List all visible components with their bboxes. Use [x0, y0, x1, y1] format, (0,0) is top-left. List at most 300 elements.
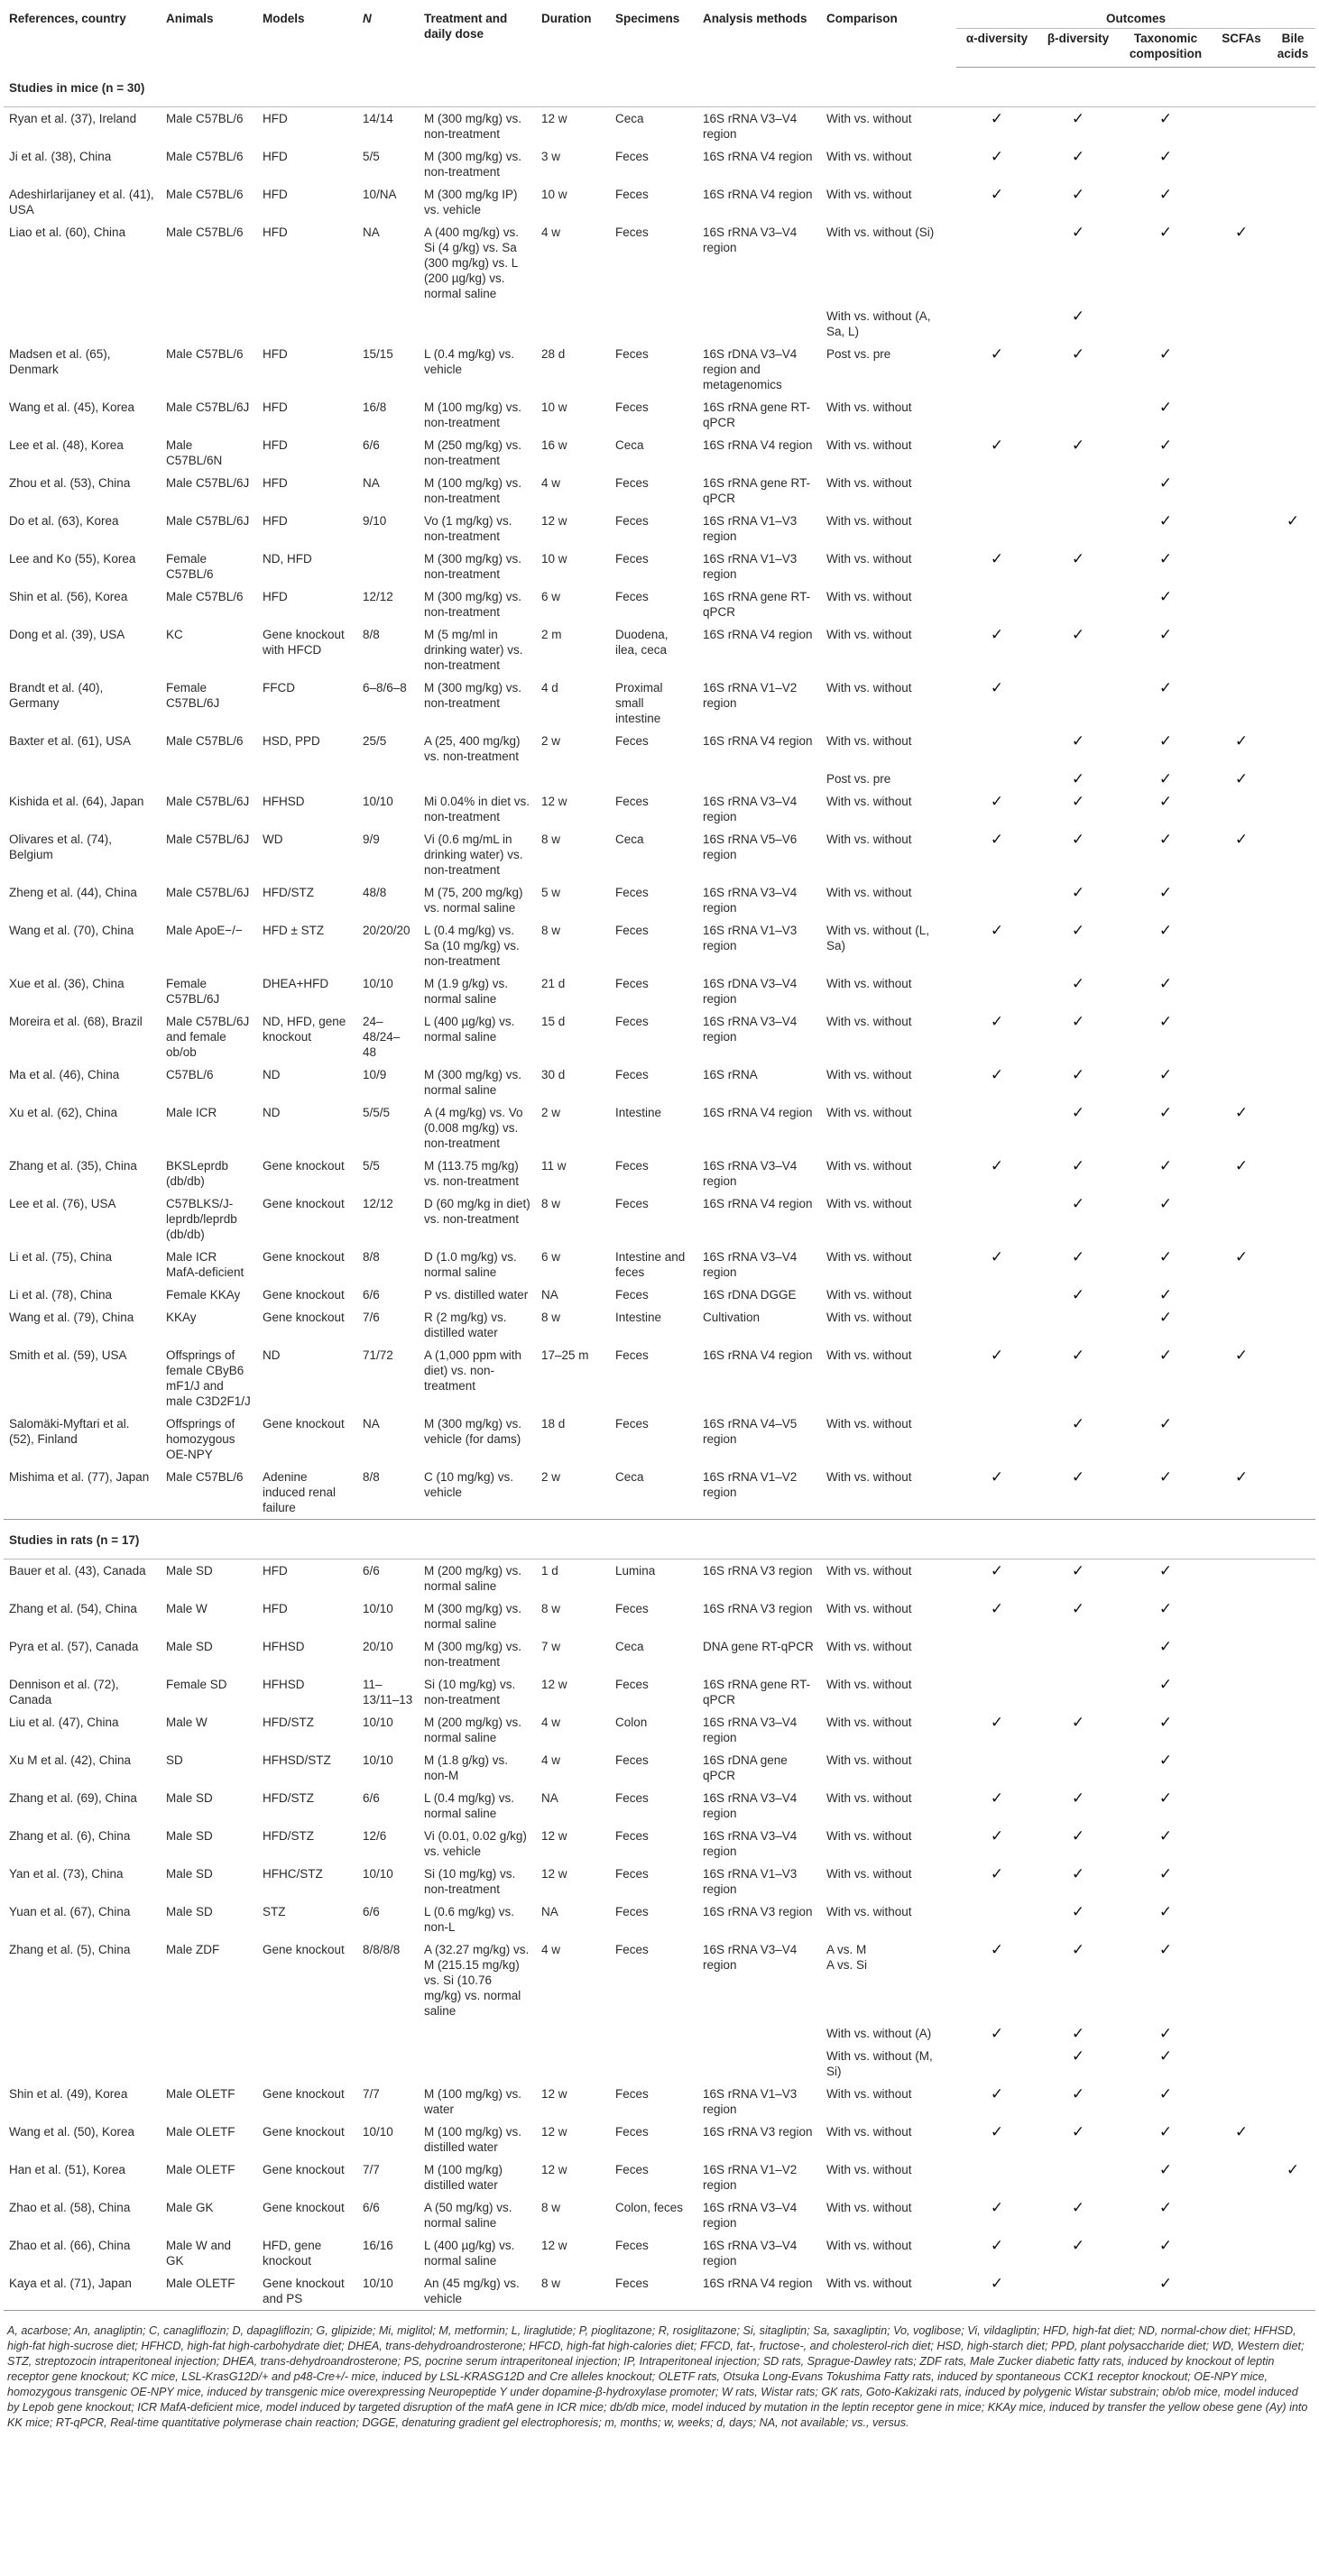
- cell-duration: 12 w: [541, 2239, 567, 2252]
- cell-specimens: Intestine: [615, 1311, 662, 1324]
- cell-duration: 12 w: [541, 1829, 567, 1843]
- cell-duration: 12 w: [541, 2125, 567, 2139]
- check-bile-acids: [1270, 1900, 1315, 1938]
- cell-reference: Li et al. (75), China: [9, 1250, 113, 1264]
- cell-models: Gene knockout: [263, 2087, 345, 2101]
- table-row: [4, 1412, 1315, 1466]
- check-beta-diversity: ✓: [1071, 793, 1085, 810]
- check-beta-diversity: ✓: [1071, 626, 1085, 643]
- check-alpha-diversity: ✓: [990, 679, 1004, 696]
- cell-models: DHEA+HFD: [263, 977, 329, 990]
- check-bile-acids: ✓: [1286, 512, 1300, 529]
- check-bile-acids: [1270, 1344, 1315, 1412]
- cell-specimens: [610, 2022, 697, 2045]
- cell-animals: Male C57BL/6J: [166, 833, 250, 846]
- cell-duration: 8 w: [541, 1602, 561, 1615]
- cell-n: 7/7: [363, 2087, 380, 2101]
- table-row: [4, 1101, 1315, 1155]
- check-bile-acids: [1270, 1466, 1315, 1520]
- cell-animals: Male OLETF: [166, 2163, 235, 2176]
- cell-analysis: 16S rRNA V1–V2 region: [703, 681, 798, 710]
- cell-animals: Female C57BL/6J: [166, 681, 220, 710]
- cell-models: HFD/STZ: [263, 886, 314, 899]
- cell-analysis: 16S rRNA V4 region: [703, 734, 813, 748]
- cell-treatment: M (113.75 mg/kg) vs. non-treatment: [424, 1159, 520, 1188]
- cell-comparison: With vs. without (Si): [826, 225, 935, 239]
- cell-n: 9/10: [363, 514, 387, 528]
- cell-comparison: With vs. without: [826, 977, 912, 990]
- cell-treatment: M (1.8 g/kg) vs. non-M: [424, 1753, 509, 1782]
- check-beta-diversity: ✓: [1071, 922, 1085, 939]
- cell-n: 8/8: [363, 1470, 380, 1484]
- cell-animals: Male OLETF: [166, 2125, 235, 2139]
- check-alpha-diversity: ✓: [990, 1562, 1004, 1579]
- check-bile-acids: [1270, 828, 1315, 881]
- cell-analysis: 16S rRNA: [703, 1068, 758, 1081]
- cell-specimens: Feces: [615, 886, 649, 899]
- cell-n: 5/5: [363, 150, 380, 163]
- check-alpha-diversity: ✓: [990, 2025, 1004, 2042]
- check-alpha-diversity: [956, 472, 1038, 510]
- cell-treatment: M (100 mg/kg) distilled water: [424, 2163, 503, 2192]
- cell-models: FFCD: [263, 681, 295, 695]
- cell-treatment: D (1.0 mg/kg) vs. normal saline: [424, 1250, 517, 1279]
- check-taxonomic-composition: ✓: [1158, 2047, 1173, 2065]
- cell-models: HFHC/STZ: [263, 1867, 323, 1881]
- check-beta-diversity: ✓: [1071, 148, 1085, 165]
- table-row: [4, 2234, 1315, 2272]
- table-row: [4, 1155, 1315, 1192]
- cell-duration: 12 w: [541, 2163, 567, 2176]
- table-row: [4, 1635, 1315, 1673]
- cell-specimens: Colon, feces: [615, 2201, 684, 2214]
- table-row: [4, 343, 1315, 396]
- cell-comparison: With vs. without: [826, 590, 912, 603]
- col-animals: Animals: [166, 12, 214, 25]
- cell-n: 20/10: [363, 1640, 393, 1653]
- cell-animals: Male C57BL/6: [166, 590, 244, 603]
- cell-analysis: 16S rRNA V5–V6 region: [703, 833, 798, 861]
- check-alpha-diversity: [956, 1749, 1038, 1787]
- cell-animals: C57BLKS/J-leprdb/leprdb (db/db): [166, 1197, 237, 1241]
- check-beta-diversity: ✓: [1071, 2085, 1085, 2102]
- check-scfas: [1213, 676, 1270, 730]
- cell-comparison: With vs. without: [826, 833, 912, 846]
- cell-treatment: [419, 305, 536, 343]
- cell-treatment: M (300 mg/kg) vs. non-treatment: [424, 150, 522, 179]
- cell-n: 10/9: [363, 1068, 387, 1081]
- cell-duration: 12 w: [541, 1678, 567, 1691]
- check-bile-acids: [1270, 790, 1315, 828]
- cell-models: HSD, PPD: [263, 734, 320, 748]
- cell-n: [357, 305, 419, 343]
- cell-specimens: Feces: [615, 1417, 649, 1431]
- check-scfas: [1213, 1010, 1270, 1063]
- cell-comparison: With vs. without: [826, 1250, 912, 1264]
- table-row: [4, 1787, 1315, 1825]
- cell-animals: Male SD: [166, 1564, 213, 1578]
- check-scfas: ✓: [1234, 224, 1249, 241]
- check-beta-diversity: ✓: [1071, 1468, 1085, 1486]
- cell-reference: Baxter et al. (61), USA: [9, 734, 132, 748]
- table-row: [4, 1900, 1315, 1938]
- cell-reference: Zhao et al. (58), China: [9, 2201, 131, 2214]
- cell-n: 6–8/6–8: [363, 681, 407, 695]
- cell-specimens: [610, 768, 697, 790]
- cell-specimens: [610, 305, 697, 343]
- cell-n: 20/20/20: [363, 924, 410, 937]
- col-taxonomic-composition: Taxonomic composition: [1119, 29, 1213, 68]
- cell-reference: Wang et al. (45), Korea: [9, 400, 135, 414]
- check-alpha-diversity: ✓: [990, 922, 1004, 939]
- cell-specimens: Feces: [615, 1288, 649, 1302]
- cell-animals: Male SD: [166, 1640, 213, 1653]
- check-beta-diversity: ✓: [1071, 345, 1085, 363]
- cell-duration: [536, 768, 610, 790]
- cell-treatment: L (0.6 mg/kg) vs. non-L: [424, 1905, 515, 1934]
- check-taxonomic-composition: ✓: [1158, 1066, 1173, 1083]
- cell-animals: Male OLETF: [161, 2272, 257, 2311]
- check-taxonomic-composition: ✓: [1158, 1789, 1173, 1807]
- cell-analysis: 16S rRNA V3–V4 region: [703, 2201, 798, 2230]
- check-alpha-diversity: ✓: [990, 2237, 1004, 2254]
- cell-comparison: A vs. M A vs. Si: [826, 1943, 868, 1972]
- check-alpha-diversity: [956, 972, 1038, 1010]
- cell-analysis: 16S rRNA gene RT-qPCR: [703, 400, 811, 429]
- cell-comparison: With vs. without: [826, 476, 912, 490]
- check-beta-diversity: ✓: [1071, 1286, 1085, 1303]
- cell-analysis: 16S rRNA V3–V4 region: [703, 1943, 798, 1972]
- check-bile-acids: [1270, 472, 1315, 510]
- cell-animals: Male ApoE−/−: [166, 924, 243, 937]
- cell-n: 8/8/8/8: [363, 1943, 401, 1956]
- check-alpha-diversity: [956, 2045, 1038, 2083]
- cell-treatment: A (25, 400 mg/kg) vs. non-treatment: [424, 734, 521, 763]
- check-scfas: ✓: [1234, 1468, 1249, 1486]
- cell-treatment: [419, 2045, 536, 2083]
- cell-reference: Kaya et al. (71), Japan: [4, 2272, 161, 2311]
- cell-n: 10/NA: [363, 188, 397, 201]
- cell-treatment: Si (10 mg/kg) vs. non-treatment: [424, 1867, 516, 1896]
- check-beta-diversity: ✓: [1071, 1600, 1085, 1617]
- cell-animals: Male C57BL/6N: [166, 438, 223, 467]
- check-scfas: ✓: [1234, 1248, 1249, 1265]
- cell-duration: 4 d: [541, 681, 558, 695]
- cell-treatment: L (0.4 mg/kg) vs. vehicle: [424, 347, 515, 376]
- check-scfas: [1213, 343, 1270, 396]
- check-taxonomic-composition: ✓: [1158, 884, 1173, 901]
- cell-analysis: 16S rRNA V1–V2 region: [703, 2163, 798, 2192]
- check-beta-diversity: ✓: [1071, 770, 1085, 787]
- cell-analysis: 16S rRNA V3–V4 region: [703, 886, 798, 915]
- check-taxonomic-composition: ✓: [1158, 1638, 1173, 1655]
- cell-treatment: P vs. distilled water: [424, 1288, 529, 1302]
- cell-models: WD: [263, 833, 283, 846]
- check-scfas: [1213, 1938, 1270, 2022]
- cell-comparison: With vs. without: [826, 1106, 912, 1119]
- studies-table: [4, 9, 1315, 2311]
- table-row: [4, 145, 1315, 183]
- cell-animals: Male SD: [166, 1867, 213, 1881]
- check-beta-diversity: ✓: [1071, 1415, 1085, 1432]
- cell-comparison: With vs. without: [826, 1716, 912, 1729]
- check-bile-acids: [1270, 2083, 1315, 2121]
- cell-comparison: With vs. without: [826, 150, 912, 163]
- check-scfas: [1213, 1283, 1270, 1306]
- cell-analysis: 16S rRNA V3–V4 region: [703, 112, 798, 141]
- check-beta-diversity: ✓: [1071, 2123, 1085, 2140]
- check-alpha-diversity: ✓: [990, 2085, 1004, 2102]
- cell-comparison: With vs. without: [826, 514, 912, 528]
- check-beta-diversity: [1038, 1749, 1119, 1787]
- cell-specimens: Feces: [615, 1867, 649, 1881]
- check-alpha-diversity: [956, 221, 1038, 305]
- cell-analysis: 16S rDNA gene qPCR: [703, 1753, 788, 1782]
- col-models: Models: [263, 12, 305, 25]
- check-beta-diversity: ✓: [1071, 1941, 1085, 1958]
- cell-duration: 11 w: [541, 1159, 567, 1173]
- table-row: [4, 1938, 1315, 2022]
- cell-comparison: With vs. without: [826, 628, 912, 641]
- cell-comparison: With vs. without: [826, 1905, 912, 1918]
- table-row: [4, 2022, 1315, 2045]
- check-bile-acids: [1270, 1010, 1315, 1063]
- col-n: N: [363, 12, 372, 25]
- check-taxonomic-composition: ✓: [1158, 1415, 1173, 1432]
- check-alpha-diversity: [956, 1673, 1038, 1711]
- cell-reference: Olivares et al. (74), Belgium: [9, 833, 113, 861]
- table-row: [4, 730, 1315, 768]
- check-bile-acids: [1270, 2022, 1315, 2045]
- check-scfas: [1213, 1597, 1270, 1635]
- cell-reference: Liao et al. (60), China: [9, 225, 126, 239]
- cell-comparison: With vs. without: [826, 1640, 912, 1653]
- table-row: [4, 1673, 1315, 1711]
- cell-comparison: With vs. without: [826, 552, 912, 566]
- cell-n: 5/5: [363, 1159, 380, 1173]
- check-scfas: [1213, 183, 1270, 221]
- cell-animals: Male SD: [166, 1791, 213, 1805]
- check-beta-diversity: ✓: [1071, 1903, 1085, 1920]
- cell-animals: Male C57BL/6J: [166, 400, 250, 414]
- cell-reference: Madsen et al. (65), Denmark: [9, 347, 111, 376]
- check-alpha-diversity: [956, 585, 1038, 623]
- check-scfas: [1213, 2083, 1270, 2121]
- check-scfas: [1213, 1412, 1270, 1466]
- cell-analysis: 16S rRNA gene RT-qPCR: [703, 590, 811, 619]
- cell-analysis: 16S rDNA DGGE: [703, 1288, 797, 1302]
- col-beta-diversity: β-diversity: [1038, 29, 1119, 68]
- cell-models: HFD: [263, 400, 288, 414]
- check-taxonomic-composition: ✓: [1158, 2237, 1173, 2254]
- col-analysis: Analysis methods: [703, 12, 807, 25]
- cell-animals: Male C57BL/6J and female ob/ob: [166, 1015, 250, 1059]
- cell-specimens: Intestine: [615, 1106, 662, 1119]
- table-row: [4, 472, 1315, 510]
- check-beta-diversity: ✓: [1071, 1347, 1085, 1364]
- check-bile-acids: [1270, 107, 1315, 146]
- cell-models: Gene knockout: [263, 1250, 345, 1264]
- cell-treatment: M (300 mg/kg) vs. non-treatment: [424, 112, 522, 141]
- cell-comparison: With vs. without: [826, 2125, 912, 2139]
- cell-models: HFD: [263, 590, 288, 603]
- cell-models: HFD, gene knockout: [263, 2239, 322, 2268]
- check-taxonomic-composition: ✓: [1158, 550, 1173, 567]
- check-bile-acids: ✓: [1286, 2161, 1300, 2178]
- cell-duration: 12 w: [541, 514, 567, 528]
- cell-reference: Zhang et al. (69), China: [9, 1791, 137, 1805]
- check-alpha-diversity: ✓: [990, 793, 1004, 810]
- cell-treatment: M (100 mg/kg) vs. non-treatment: [424, 400, 522, 429]
- cell-n: 16/16: [363, 2239, 393, 2252]
- check-taxonomic-composition: ✓: [1158, 679, 1173, 696]
- cell-treatment: Vi (0.6 mg/mL in drinking water) vs. non-treatment: [424, 833, 523, 877]
- cell-duration: 21 d: [541, 977, 566, 990]
- cell-animals: Offsprings of female CByB6 mF1/J and male C3D2F1/J: [166, 1348, 251, 1408]
- cell-comparison: With vs. without (L, Sa): [826, 924, 930, 952]
- check-bile-acids: [1270, 1863, 1315, 1900]
- cell-reference: Yan et al. (73), China: [9, 1867, 124, 1881]
- cell-analysis: 16S rRNA V3–V4 region: [703, 225, 798, 254]
- cell-duration: 4 w: [541, 1753, 561, 1767]
- cell-reference: Han et al. (51), Korea: [9, 2163, 126, 2176]
- section-header: [4, 1520, 1315, 1559]
- table-row: [4, 790, 1315, 828]
- cell-n: NA: [363, 225, 380, 239]
- cell-analysis: 16S rRNA V1–V3 region: [703, 552, 798, 581]
- cell-analysis: 16S rRNA V4 region: [703, 438, 813, 452]
- cell-n: 71/72: [363, 1348, 393, 1362]
- check-beta-diversity: [1038, 1306, 1119, 1344]
- cell-animals: Male C57BL/6: [166, 225, 244, 239]
- check-taxonomic-composition: ✓: [1158, 2085, 1173, 2102]
- check-scfas: [1213, 145, 1270, 183]
- cell-n: 14/14: [363, 112, 393, 125]
- cell-animals: KKAy: [166, 1311, 197, 1324]
- cell-animals: [161, 305, 257, 343]
- cell-n: 15/15: [363, 347, 393, 361]
- check-alpha-diversity: [956, 510, 1038, 547]
- cell-analysis: Cultivation: [703, 1311, 761, 1324]
- check-bile-acids: [1270, 343, 1315, 396]
- check-taxonomic-composition: ✓: [1158, 2025, 1173, 2042]
- check-alpha-diversity: [956, 1635, 1038, 1673]
- cell-reference: Dennison et al. (72), Canada: [9, 1678, 119, 1707]
- check-scfas: [1213, 1825, 1270, 1863]
- table-row: [4, 972, 1315, 1010]
- check-bile-acids: [1270, 1101, 1315, 1155]
- check-alpha-diversity: ✓: [990, 1865, 1004, 1882]
- cell-animals: Male OLETF: [166, 2087, 235, 2101]
- cell-n: 8/8: [363, 1250, 380, 1264]
- cell-reference: [4, 2045, 161, 2083]
- check-scfas: ✓: [1234, 770, 1249, 787]
- cell-n: 12/12: [363, 590, 393, 603]
- check-bile-acids: [1270, 881, 1315, 919]
- check-scfas: [1213, 396, 1270, 434]
- check-beta-diversity: [1038, 472, 1119, 510]
- check-alpha-diversity: ✓: [990, 186, 1004, 203]
- col-bile-acids: Bile acids: [1270, 29, 1315, 68]
- check-beta-diversity: [1038, 2272, 1119, 2311]
- cell-models: HFD: [263, 1564, 288, 1578]
- check-bile-acids: [1270, 1155, 1315, 1192]
- cell-analysis: 16S rRNA V3–V4 region: [703, 2239, 798, 2268]
- cell-analysis: 16S rRNA V3 region: [703, 1905, 813, 1918]
- check-taxonomic-composition: ✓: [1158, 975, 1173, 992]
- cell-comparison: With vs. without: [826, 188, 912, 201]
- cell-reference: [4, 2022, 161, 2045]
- table-row: [4, 768, 1315, 790]
- check-taxonomic-composition: ✓: [1158, 345, 1173, 363]
- cell-analysis: 16S rRNA V3 region: [703, 1602, 813, 1615]
- check-beta-diversity: ✓: [1071, 224, 1085, 241]
- check-scfas: [1213, 881, 1270, 919]
- cell-reference: Lee et al. (48), Korea: [9, 438, 124, 452]
- cell-specimens: Feces: [615, 2087, 649, 2101]
- cell-n: 10/10: [363, 1716, 393, 1729]
- cell-specimens: Feces: [610, 2272, 697, 2311]
- cell-duration: 30 d: [541, 1068, 566, 1081]
- cell-n: 8/8: [363, 628, 380, 641]
- table-row: [4, 2196, 1315, 2234]
- cell-treatment: Si (10 mg/kg) vs. non-treatment: [424, 1678, 516, 1707]
- check-taxonomic-composition: ✓: [1158, 474, 1173, 492]
- cell-reference: Zheng et al. (44), China: [9, 886, 137, 899]
- cell-analysis: 16S rRNA V4–V5 region: [703, 1417, 798, 1446]
- cell-specimens: Ceca: [615, 438, 644, 452]
- cell-specimens: Ceca: [615, 1640, 644, 1653]
- cell-treatment: Mi 0.04% in diet vs. non-treatment: [424, 795, 530, 823]
- cell-n: 10/10: [363, 795, 393, 808]
- table-row: [4, 828, 1315, 881]
- check-taxonomic-composition: [1119, 305, 1213, 343]
- cell-analysis: DNA gene RT-qPCR: [703, 1640, 814, 1653]
- cell-animals: Male C57BL/6J: [166, 514, 250, 528]
- cell-comparison: With vs. without: [826, 2087, 912, 2101]
- check-alpha-diversity: ✓: [990, 1789, 1004, 1807]
- check-scfas: [1213, 1787, 1270, 1825]
- check-alpha-diversity: ✓: [990, 1248, 1004, 1265]
- cell-reference: Kishida et al. (64), Japan: [9, 795, 144, 808]
- check-bile-acids: [1270, 1825, 1315, 1863]
- check-scfas: ✓: [1234, 1104, 1249, 1121]
- cell-comparison: With vs. without: [826, 681, 912, 695]
- cell-duration: [536, 2022, 610, 2045]
- cell-comparison: With vs. without: [821, 2272, 956, 2311]
- cell-models: HFHSD: [263, 1678, 305, 1691]
- check-alpha-diversity: [956, 1283, 1038, 1306]
- check-beta-diversity: ✓: [1071, 186, 1085, 203]
- table-row: [4, 305, 1315, 343]
- cell-analysis: 16S rRNA V4 region: [703, 1348, 813, 1362]
- cell-models: HFD: [263, 347, 288, 361]
- cell-animals: SD: [166, 1753, 183, 1767]
- cell-reference: Ma et al. (46), China: [9, 1068, 120, 1081]
- check-taxonomic-composition: ✓: [1158, 1104, 1173, 1121]
- cell-reference: Xu et al. (62), China: [9, 1106, 118, 1119]
- table-row: [4, 2272, 1315, 2311]
- check-beta-diversity: ✓: [1071, 1714, 1085, 1731]
- check-beta-diversity: [1038, 1673, 1119, 1711]
- cell-specimens: Feces: [615, 1015, 649, 1028]
- cell-n: 10/10: [363, 977, 393, 990]
- check-taxonomic-composition: ✓: [1158, 1676, 1173, 1693]
- check-taxonomic-composition: ✓: [1158, 1714, 1173, 1731]
- check-taxonomic-composition: ✓: [1158, 224, 1173, 241]
- cell-duration: 8 w: [541, 2201, 561, 2214]
- table-row: [4, 396, 1315, 434]
